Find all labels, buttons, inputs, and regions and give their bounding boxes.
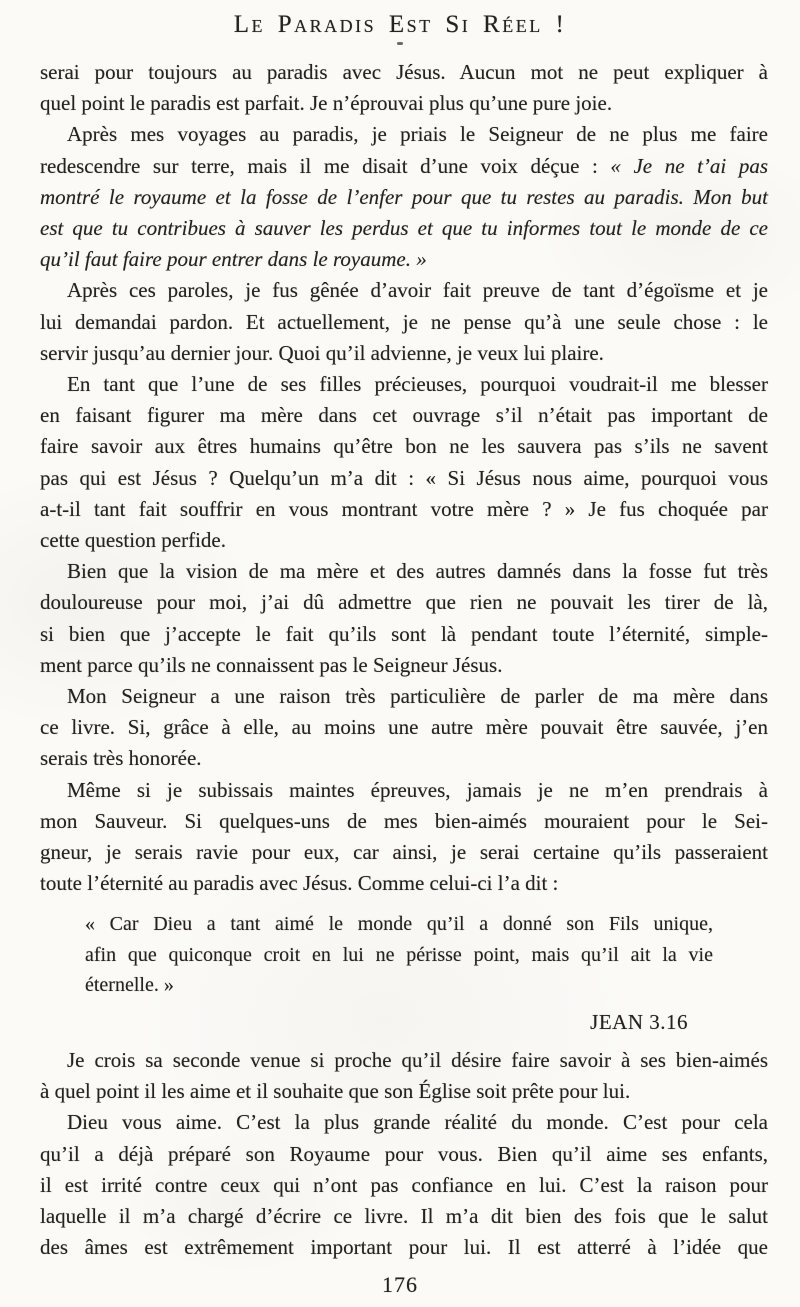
text-line (40, 1139, 768, 1170)
paragraph (40, 119, 768, 275)
text-run: serai pour toujours au paradis avec Jésus. Aucun mot ne peut expliquer à (40, 60, 768, 84)
text-run: gneur, je serais ravie pour eux, car ainsi, je serai certaine qu’ils passeraient (40, 840, 768, 865)
page-body (40, 57, 768, 1263)
text-line (40, 338, 768, 369)
text-run: douloureuse pour moi, j’ai dû admettre que rien ne pouvait les tirer de là, (40, 590, 768, 615)
text-line (40, 1170, 768, 1201)
text-run: lui demandai pardon. Et actuellement, je ne pense qu’à une seule chose : le (40, 309, 768, 334)
paragraph (40, 1045, 768, 1107)
text-line (40, 119, 768, 150)
text-line (40, 1232, 768, 1263)
text-run: Après mes voyages au paradis, je priais le Seigneur de ne plus me faire (67, 122, 768, 147)
paragraph (40, 681, 768, 775)
text-run: Dieu vous aime. C’est la plus grande réalité du monde. C’est pour cela (67, 1110, 768, 1135)
text-run: Même si je subissais maintes épreuves, jamais je ne m’en prendrais à (67, 777, 768, 802)
text-line (40, 743, 768, 774)
page-title: Le Paradis Est Si Réel ! (233, 11, 567, 38)
text-line (40, 868, 768, 899)
text-line (40, 275, 768, 306)
text-line (40, 369, 768, 400)
text-line (40, 1007, 768, 1037)
paragraph (40, 57, 768, 119)
text-line (85, 909, 713, 940)
text-run: afin que quiconque croit en lui ne périsse point, mais qu’il ait la vie (85, 943, 713, 966)
text-line (40, 1045, 768, 1076)
text-line (40, 681, 768, 712)
text-run: ment parce qu’ils ne connaissent pas le Seigneur Jésus. (40, 652, 503, 677)
paragraph (40, 775, 768, 900)
text-line (40, 556, 768, 587)
text-run: Mon Seigneur a une raison très particulière de parler de ma mère dans (67, 684, 768, 709)
text-line (40, 57, 768, 88)
text-line (40, 619, 768, 650)
text-line (40, 182, 768, 213)
paragraph (40, 1107, 768, 1263)
text-line (40, 307, 768, 338)
text-line (40, 213, 768, 244)
text-run: « Car Dieu a tant aimé le monde qu’il a donné son Fils unique, (85, 913, 713, 936)
text-run: toute l’éternité au paradis avec Jésus. Comme celui-ci l’a dit : (40, 871, 559, 896)
text-run: si bien que j’accepte le fait qu’ils sont là pendant toute l’éternité, simple- (40, 621, 768, 646)
text-run: serais très honorée. (40, 746, 202, 771)
text-line (40, 1076, 768, 1107)
paragraph (40, 369, 768, 556)
text-run: mon Sauveur. Si quelques-uns de mes bien-aimés mouraient pour le Sei- (40, 808, 768, 833)
text-run: cette question perfide. (40, 528, 227, 553)
text-run: En tant que l’une de ses filles précieuses, pourquoi voudrait-il me blesser (67, 372, 768, 397)
text-line (40, 587, 768, 618)
page-number: 176 (382, 1272, 418, 1297)
italic-text-run: montré le royaume et la fosse de l’enfer pour que tu restes au paradis. Mon but (40, 184, 768, 209)
text-run: Après ces paroles, je fus gênée d’avoir fait preuve de tant d’égoïsme et je (67, 278, 768, 303)
text-run: redescendre sur terre, mais il me disait d’une voix déçue : (40, 153, 611, 178)
paragraph (40, 275, 768, 369)
text-line (40, 494, 768, 525)
text-line (40, 463, 768, 494)
italic-text-run: qu’il faut faire pour entrer dans le royaume. » (40, 247, 427, 272)
italic-text-run: « Je ne t’ai pas (610, 153, 769, 178)
text-run: faire savoir aux êtres humains qu’être bon ne les sauvera pas s’ils ne savent (40, 434, 768, 459)
text-line (40, 837, 768, 868)
scripture-quote-block (85, 909, 713, 1001)
text-run: ce livre. Si, grâce à elle, au moins une autre mère pouvait être sauvée, j’en (40, 715, 768, 740)
text-run: JEAN 3.16 (590, 1009, 688, 1034)
text-line (40, 525, 768, 556)
paragraph (40, 556, 768, 681)
verse-reference (40, 1007, 768, 1037)
text-line (40, 1107, 768, 1138)
text-run: Bien que la vision de ma mère et des autres damnés dans la fosse fut très (67, 559, 768, 584)
text-line (40, 400, 768, 431)
text-line (85, 970, 713, 1001)
text-run: a-t-il tant fait souffrir en vous montrant votre mère ? » Je fus choquée par (40, 496, 768, 521)
text-run: servir jusqu’au dernier jour. Quoi qu’il advienne, je veux lui plaire. (40, 340, 604, 365)
text-run: des âmes est extrêmement important pour lui. Il est atterré à l’idée que (40, 1235, 768, 1260)
text-run: en faisant figurer ma mère dans cet ouvrage s’il n’était pas important de (40, 403, 768, 428)
italic-text-run: est que tu contribues à sauver les perdus et que tu informes tout le monde de ce (40, 216, 768, 241)
text-run: éternelle. » (85, 974, 174, 997)
text-line (40, 806, 768, 837)
text-line (85, 940, 713, 971)
text-run: quel point le paradis est parfait. Je n’éprouvai plus qu’une pure joie. (40, 91, 613, 116)
text-run: il est irrité contre ceux qui n’ont pas confiance en lui. C’est la raison pour (40, 1172, 768, 1197)
text-line (40, 650, 768, 681)
text-run: à quel point il les aime et il souhaite que son Église soit prête pour lui. (40, 1079, 631, 1104)
text-line (40, 1201, 768, 1232)
text-run: laquelle il m’a chargé d’écrire ce livre. Il m’a dit bien des fois que le salut (40, 1204, 768, 1228)
text-line (40, 712, 768, 743)
text-line (40, 775, 768, 806)
text-line (40, 151, 768, 182)
text-line (40, 431, 768, 462)
title-ornament-dot (397, 42, 403, 45)
text-run: pas qui est Jésus ? Quelqu’un m’a dit : « Si Jésus nous aime, pourquoi vous (40, 465, 768, 490)
text-run: qu’il a déjà préparé son Royaume pour vous. Bien qu’il aime ses enfants, (40, 1141, 768, 1166)
text-line (40, 88, 768, 119)
text-run: Je crois sa seconde venue si proche qu’il désire faire savoir à ses bien-aimés (67, 1047, 768, 1072)
text-line (40, 244, 768, 275)
